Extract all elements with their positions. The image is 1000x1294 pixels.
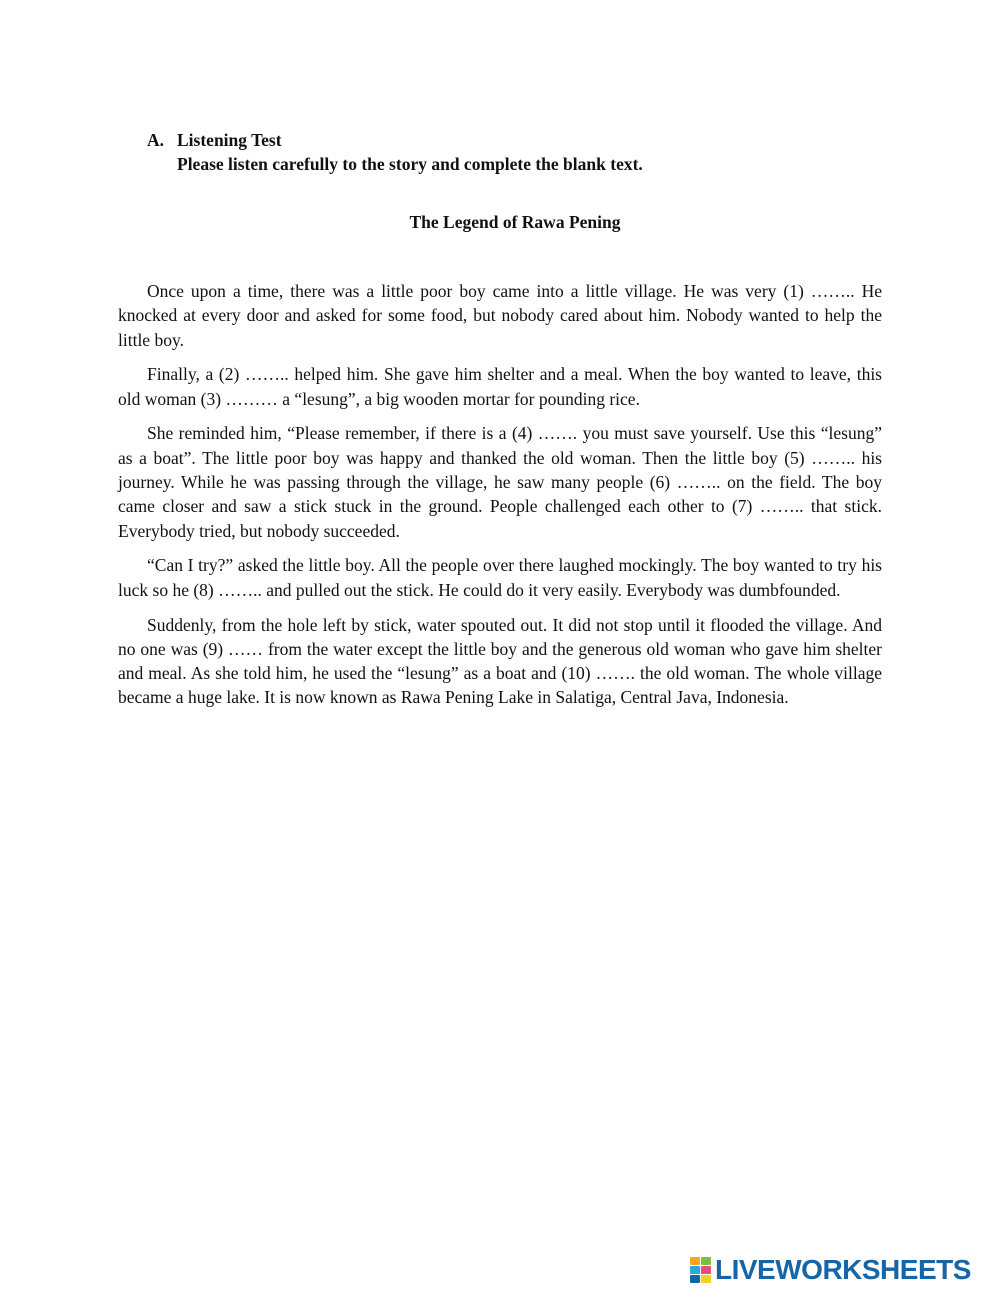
story-paragraph: Finally, a (2) …….. helped him. She gave him shelter and a meal. When the boy wanted to leave, this old woman (3) ……… a “lesung”, a big wooden mortar for pounding rice. [118,364,882,409]
section-letter: A. [147,130,165,150]
story-paragraph: Suddenly, from the hole left by stick, water spouted out. It did not stop until it flooded the village. And no one was (9) …… from the water except the little boy and the generous old woman who gave him shelter and meal. As she told him, he used the “lesung” as a boat and (10) ……. the old woman. The whole village became a huge lake. It is now known as Rawa Pening Lake in Salatiga, Central Java, Indonesia. [118,614,882,708]
story-paragraph: She reminded him, “Please remember, if there is a (4) ……. you must save yourself. Use this “lesung” as a boat”. The little poor boy was happy and thanked the old woman. Then the little boy (5) …….. his journey. While he was passing through the village, he saw many people (6) …….. on the field. The boy came closer and saw a stick stuck in the ground. People challenged each other to (7) …….. that stick. Everybody tried, but nobody succeeded. [118,423,882,541]
logo-blocks-icon [690,1257,712,1283]
section-instruction: Please listen carefully to the story and complete the blank text. [177,154,643,174]
story-paragraph: “Can I try?” asked the little boy. All the people over there laughed mockingly. The boy wanted to try his luck so he (8) …….. and pulled out the stick. He could do it very easily. Everybody was dumbfounded. [118,555,882,600]
logo-text: LIVEWORKSHEETS [715,1254,971,1285]
section-header [147,128,907,176]
liveworksheets-logo [690,1255,971,1285]
story-title: The Legend of Rawa Pening [409,212,621,232]
section-title: Listening Test [177,130,282,150]
story-body [118,279,882,720]
story-paragraph: Once upon a time, there was a little poor boy came into a little village. He was very (1) …….. He knocked at every door and asked for some food, but nobody cared about him. Nobody wanted to help the little boy. [118,281,882,350]
